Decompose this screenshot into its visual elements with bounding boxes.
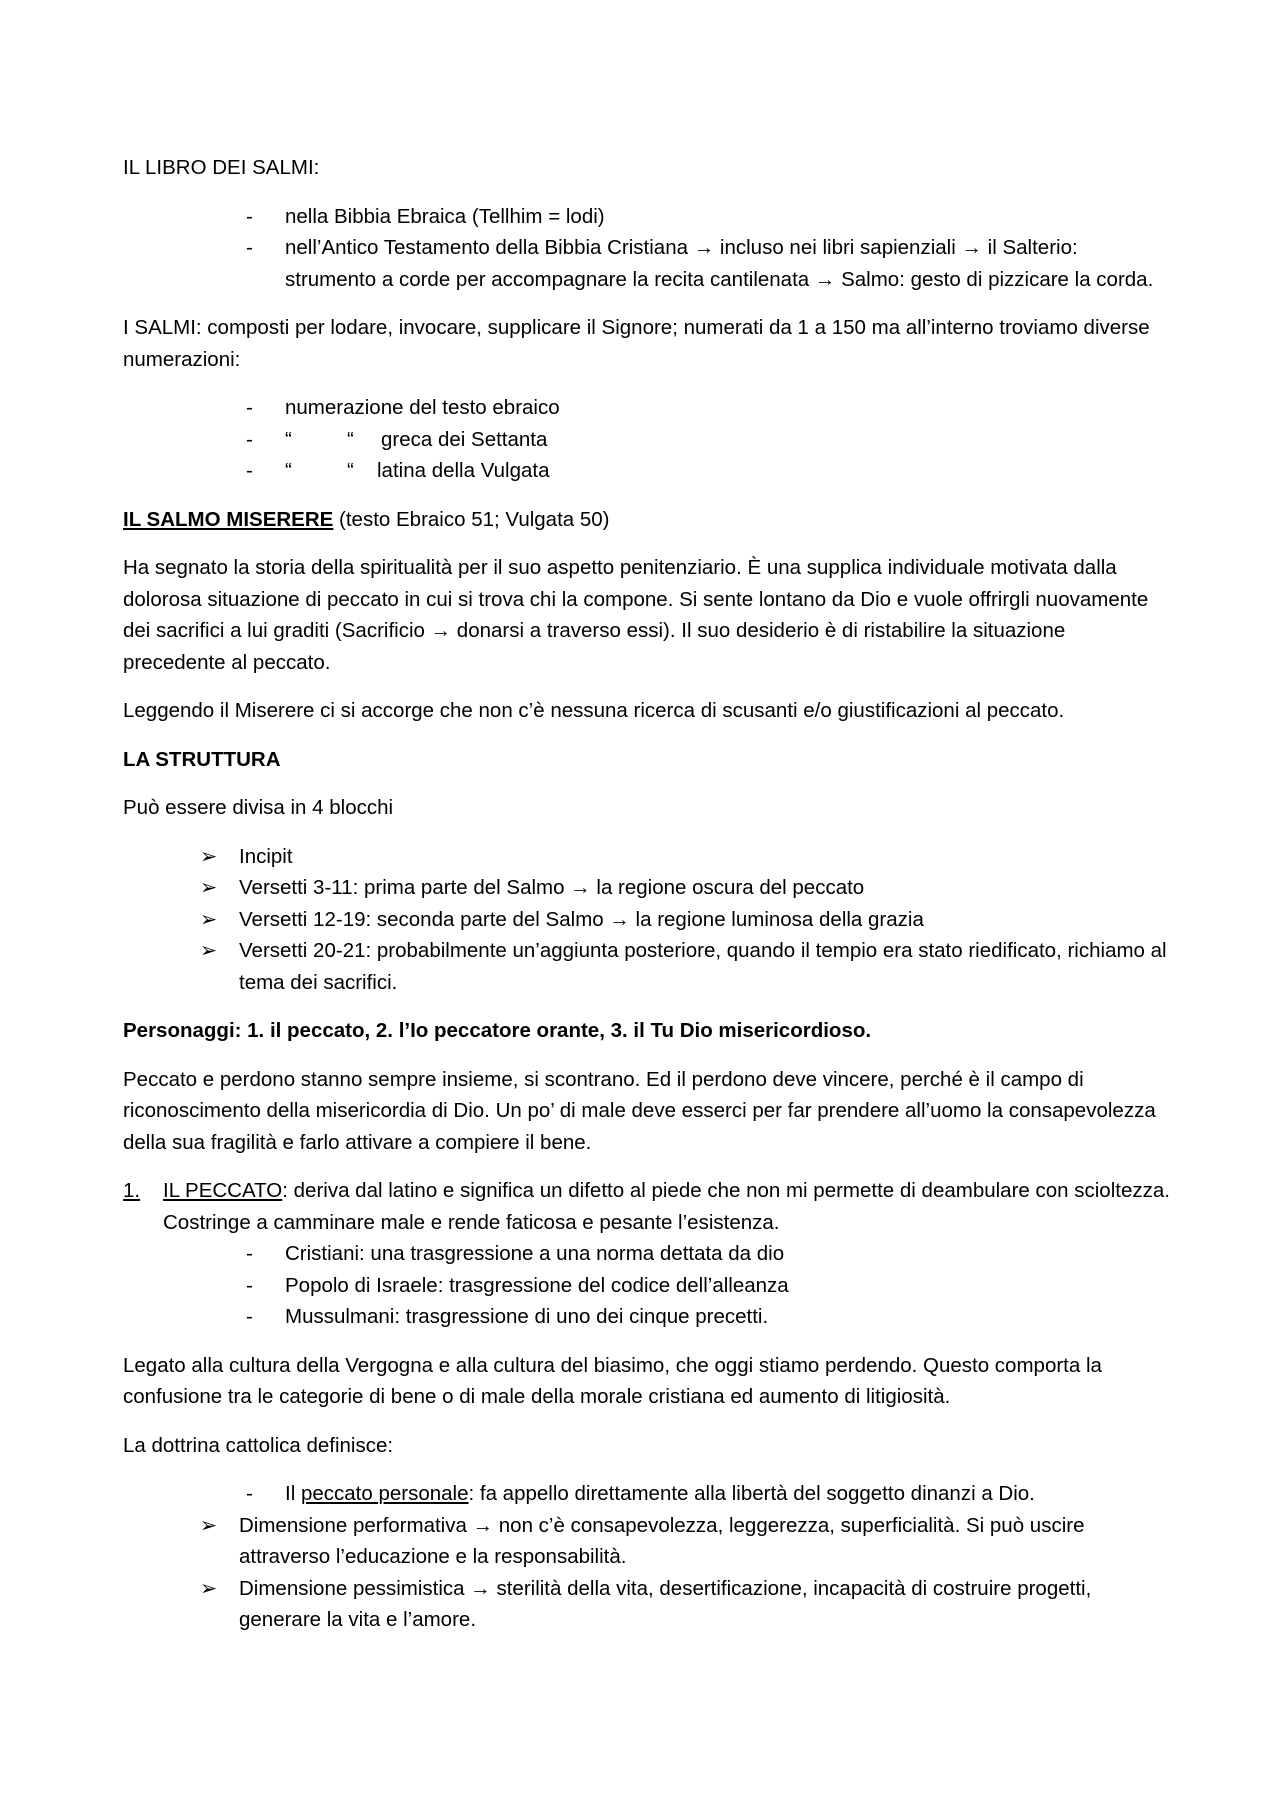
dottrina-intro: La dottrina cattolica definisce: — [123, 1433, 394, 1457]
dash-bullet: - — [246, 427, 253, 451]
ditto-mark: “ — [285, 427, 292, 451]
ditto-mark: “ — [347, 427, 354, 451]
libro-list — [123, 201, 1173, 296]
list-item: ➢ Versetti 20-21: probabilmente un’aggiunta posteriore, quando il tempio era stato riedificato, richiamo al tema dei sacrifici. — [123, 935, 1173, 998]
dash-bullet: - — [246, 204, 253, 228]
arrow-bullet-icon: ➢ — [200, 1513, 218, 1537]
heading-struttura: LA STRUTTURA — [123, 747, 281, 771]
perdono-paragraph: Peccato e perdono stanno sempre insieme, si scontrano. Ed il perdono deve vincere, perché è il campo di riconoscimento della misericordia di Dio. Un po’ di male deve esserci per far prendere all’uomo la consapevolezza della sua fragilità e farlo attivare a compiere il bene. — [123, 1067, 1156, 1154]
list-item: - nella Bibbia Ebraica (Tellhim = lodi) — [123, 201, 1173, 233]
struttura-intro: Può essere divisa in 4 blocchi — [123, 796, 394, 819]
peccato-numbered-item: 1. IL PECCATO: deriva dal latino e significa un difetto al piede che non mi permette di deambulare con scioltezza. Costringe a camminare male e rende faticosa e pesante l’esistenza. — [123, 1175, 1173, 1238]
peccato-title: IL PECCATO — [163, 1179, 283, 1202]
spiritualita-paragraph: Ha segnato la storia della spiritualità per il suo aspetto penitenziario. È una supplica individuale motivata dalla dolorosa situazione di peccato in cui si trova chi la compone. Si sente lontano da Dio e vuole offrirgli nuovamente dei sacrifici a lui graditi (Sacrificio → donarsi a traverso essi). Il suo desiderio è di ristabilire la situazione precedente al peccato. — [123, 556, 1149, 674]
dottrina-list — [123, 1478, 1173, 1636]
vergogna-paragraph: Legato alla cultura della Vergogna e alla cultura del biasimo, che oggi stiamo perdendo. Questo comporta la confusione tra le categorie di bene o di male della morale cristiana ed aumento di litigiosità. — [123, 1353, 1102, 1408]
salmi-intro-paragraph: I SALMI: composti per lodare, invocare, supplicare il Signore; numerati da 1 a 150 ma all’interno troviamo diverse numerazioni: — [123, 316, 1150, 371]
personaggi-line: Personaggi: 1. il peccato, 2. l’Io peccatore orante, 3. il Tu Dio misericordioso. — [123, 1019, 872, 1042]
list-item: - nell’Antico Testamento della Bibbia Cristiana → incluso nei libri sapienziali → il Salterio: strumento a corde per accompagnare la recita cantilenata → Salmo: gesto di pizzicare la corda. — [123, 232, 1173, 295]
dash-bullet: - — [246, 1273, 253, 1297]
list-item: ➢ Versetti 12-19: seconda parte del Salmo → la regione luminosa della grazia — [123, 904, 1173, 936]
list-item: ➢ Versetti 3-11: prima parte del Salmo → la regione oscura del peccato — [123, 872, 1173, 904]
miserere-heading: IL SALMO MISERERE (testo Ebraico 51; Vulgata 50) — [123, 507, 610, 531]
arrow-bullet-icon: ➢ — [200, 876, 218, 899]
list-item: ➢ Dimensione pessimistica → sterilità della vita, desertificazione, incapacità di costruire progetti, generare la vita e l’amore. — [123, 1573, 1173, 1636]
dash-bullet: - — [246, 236, 253, 259]
peccato-personale-term: peccato personale — [300, 1482, 469, 1505]
arrow-bullet-icon: ➢ — [200, 939, 218, 962]
arrow-bullet-icon: ➢ — [200, 1576, 218, 1600]
dash-bullet: - — [246, 1305, 253, 1328]
ditto-mark: “ — [347, 459, 354, 482]
list-item: - Cristiani: una trasgressione a una norma dettata da dio — [123, 1238, 1173, 1270]
list-item: - Popolo di Israele: trasgressione del codice dell’alleanza — [123, 1270, 1173, 1302]
list-item: - numerazione del testo ebraico — [123, 392, 1173, 424]
leggendo-paragraph: Leggendo il Miserere ci si accorge che non c’è nessuna ricerca di scusanti e/o giustificazioni al peccato. — [123, 699, 1065, 722]
list-item: - Il peccato personale: fa appello direttamente alla libertà del soggetto dinanzi a Dio. — [123, 1478, 1173, 1510]
arrow-bullet-icon: ➢ — [200, 844, 218, 868]
dash-bullet: - — [246, 459, 253, 482]
list-item: - “ “ greca dei Settanta — [123, 424, 1173, 456]
ditto-mark: “ — [285, 459, 292, 482]
heading-libro-dei-salmi: IL LIBRO DEI SALMI: — [123, 156, 320, 179]
list-item: ➢ Incipit — [123, 841, 1173, 873]
dash-bullet: - — [246, 1242, 253, 1265]
numerazioni-list — [123, 392, 1173, 487]
blocchi-list — [123, 841, 1173, 999]
number-label: 1. — [123, 1179, 141, 1202]
list-item: - “ “ latina della Vulgata — [123, 455, 1173, 487]
document-body — [123, 152, 1173, 1653]
list-item: - Mussulmani: trasgressione di uno dei cinque precetti. — [123, 1301, 1173, 1333]
dash-bullet: - — [246, 396, 253, 419]
arrow-bullet-icon: ➢ — [200, 907, 218, 931]
dash-bullet: - — [246, 1482, 253, 1505]
list-item: ➢ Dimensione performativa → non c’è consapevolezza, leggerezza, superficialità. Si può uscire attraverso l’educazione e la responsabilità. — [123, 1510, 1173, 1573]
peccato-list — [123, 1238, 1173, 1333]
